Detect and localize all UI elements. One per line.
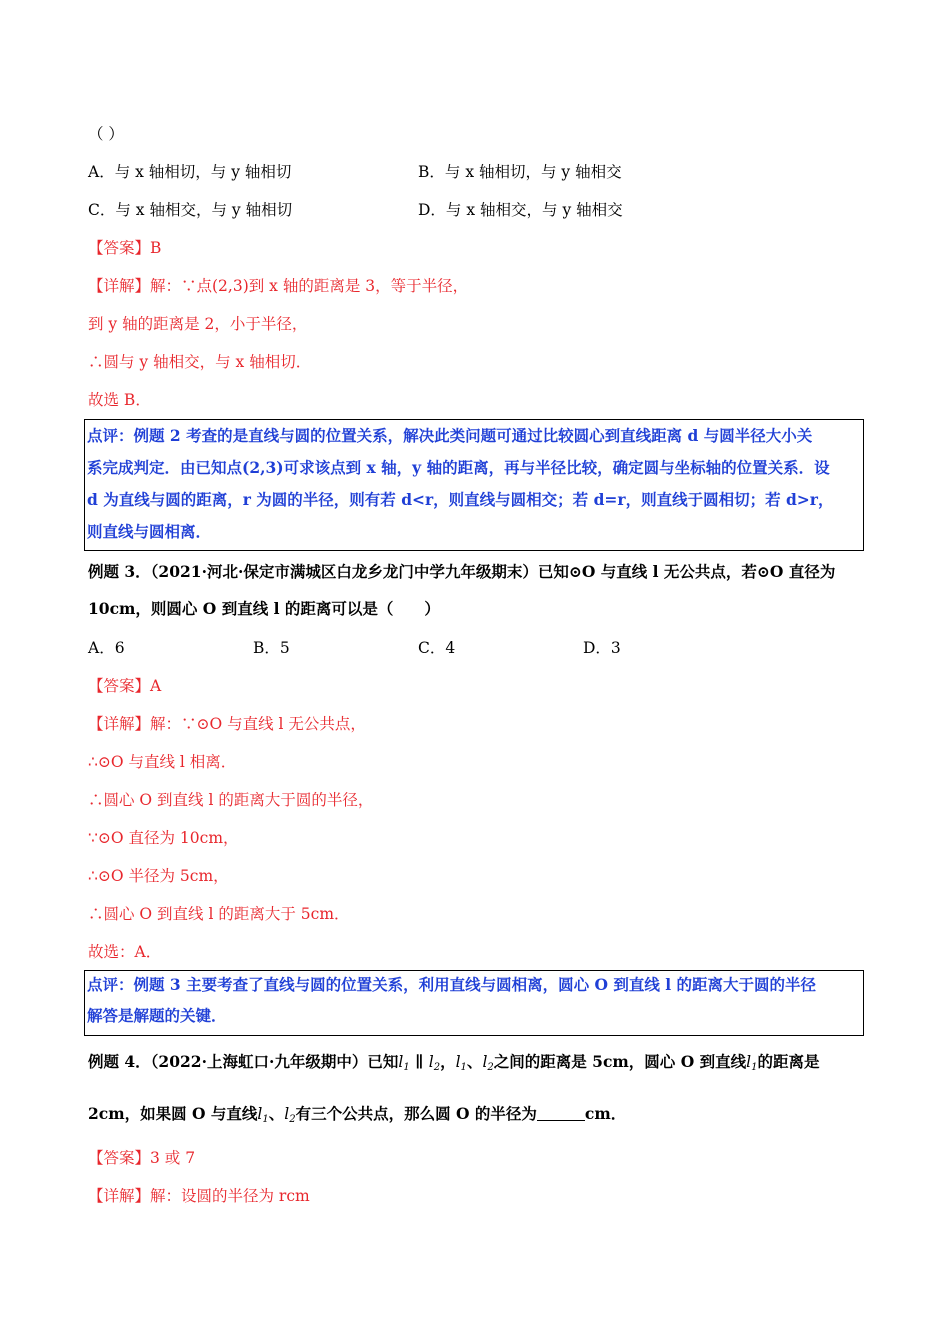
- q4-stem-line-1: 例题 4．（2022·上海虹口·九年级期中）已知$l_1$ ∥ $l_2$，$l_1$、$l_2$之间的距离是 5cm，圆心 O 到直线$l_1$的距离是: [88, 1052, 820, 1073]
- q3-detail-line: ∴圆心 O 到直线 l 的距离大于圆的半径，: [88, 791, 374, 809]
- comment-line: 解答是解题的关键．: [87, 1006, 227, 1025]
- line-l1-symbol: $l_1$: [398, 1053, 410, 1073]
- q2-detail-line: 故选 B．: [88, 391, 151, 409]
- answer-paren: （ ）: [88, 125, 124, 143]
- q2-answer: 【答案】B: [88, 239, 162, 257]
- q4-stem-line-2: 2cm，如果圆 O 与直线$l_1$、$l_2$有三个公共点，那么圆 O 的半径为 cm．: [88, 1104, 627, 1125]
- option-b: B．与 x 轴相切，与 y 轴相交: [418, 163, 622, 181]
- option-d: D．与 x 轴相交，与 y 轴相交: [418, 201, 623, 219]
- q4-stem-text: 的距离是: [757, 1052, 820, 1071]
- comment-line: 点评：例题 3 主要考查了直线与圆的位置关系，利用直线与圆相离，圆心 O 到直线 l 的距离大于圆的半径: [87, 975, 817, 994]
- q3-comment-box: [84, 970, 864, 1036]
- q3-answer: 【答案】A: [88, 677, 162, 695]
- q3-stem-line: 10cm，则圆心 O 到直线 l 的距离可以是（ ）: [88, 599, 440, 618]
- q3-detail-line: 故选：A．: [88, 943, 162, 961]
- option-a: A．与 x 轴相切，与 y 轴相切: [88, 163, 292, 181]
- q3-detail-line: 【详解】解：∵⊙O 与直线 l 无公共点，: [88, 715, 366, 733]
- q3-detail-line: ∴⊙O 与直线 l 相离．: [88, 753, 237, 771]
- q4-stem-text: 例题 4．（2022·上海虹口·九年级期中）已知: [88, 1052, 399, 1071]
- q3-option-d: D．3: [583, 639, 621, 657]
- q3-option-c: C．4: [418, 639, 456, 657]
- comment-line: 则直线与圆相离．: [87, 522, 212, 541]
- q4-detail-line: 【详解】解：设圆的半径为 rcm: [88, 1187, 310, 1205]
- q3-detail-line: ∴⊙O 半径为 5cm，: [88, 867, 229, 885]
- q2-comment-box: [84, 419, 864, 551]
- comment-line: 点评：例题 2 考查的是直线与圆的位置关系，解决此类问题可通过比较圆心到直线距离 d 与圆半径大小关: [87, 426, 813, 445]
- q4-stem-text: 有三个公共点，那么圆 O 的半径为: [295, 1104, 537, 1123]
- q4-answer: 【答案】3 或 7: [88, 1149, 196, 1167]
- q2-detail-line: ∴圆与 y 轴相交，与 x 轴相切．: [88, 353, 312, 371]
- comment-line: d 为直线与圆的距离，r 为圆的半径，则有若 d<r，则直线与圆相交；若 d=r，则直线于圆相切；若 d>r，: [87, 490, 834, 509]
- q4-stem-text: 2cm，如果圆 O 与直线: [88, 1104, 258, 1123]
- line-l2-symbol: $l_2$: [428, 1053, 441, 1073]
- answer-blank: [537, 1104, 585, 1121]
- q2-detail-line: 【详解】解：∵点(2,3)到 x 轴的距离是 3，等于半径，: [88, 277, 469, 295]
- q3-option-b: B．5: [253, 639, 290, 657]
- q2-detail-line: 到 y 轴的距离是 2，小于半径，: [88, 315, 308, 333]
- comment-line: 系完成判定．由已知点(2,3)可求该点到 x 轴，y 轴的距离，再与半径比较，确定圆与坐标轴的位置关系．设: [87, 458, 830, 477]
- q3-stem-line: 例题 3．（2021·河北·保定市满城区白龙乡龙门中学九年级期末）已知⊙O 与直线 l 无公共点，若⊙O 直径为: [88, 562, 836, 581]
- q4-stem-text: 之间的距离是 5cm，圆心 O 到直线: [493, 1052, 747, 1071]
- q3-detail-line: ∴圆心 O 到直线 l 的距离大于 5cm．: [88, 905, 350, 923]
- q3-detail-line: ∵⊙O 直径为 10cm，: [88, 829, 239, 847]
- option-c: C．与 x 轴相交，与 y 轴相切: [88, 201, 293, 219]
- q3-option-a: A．6: [88, 639, 125, 657]
- q4-stem-text: cm．: [584, 1104, 627, 1123]
